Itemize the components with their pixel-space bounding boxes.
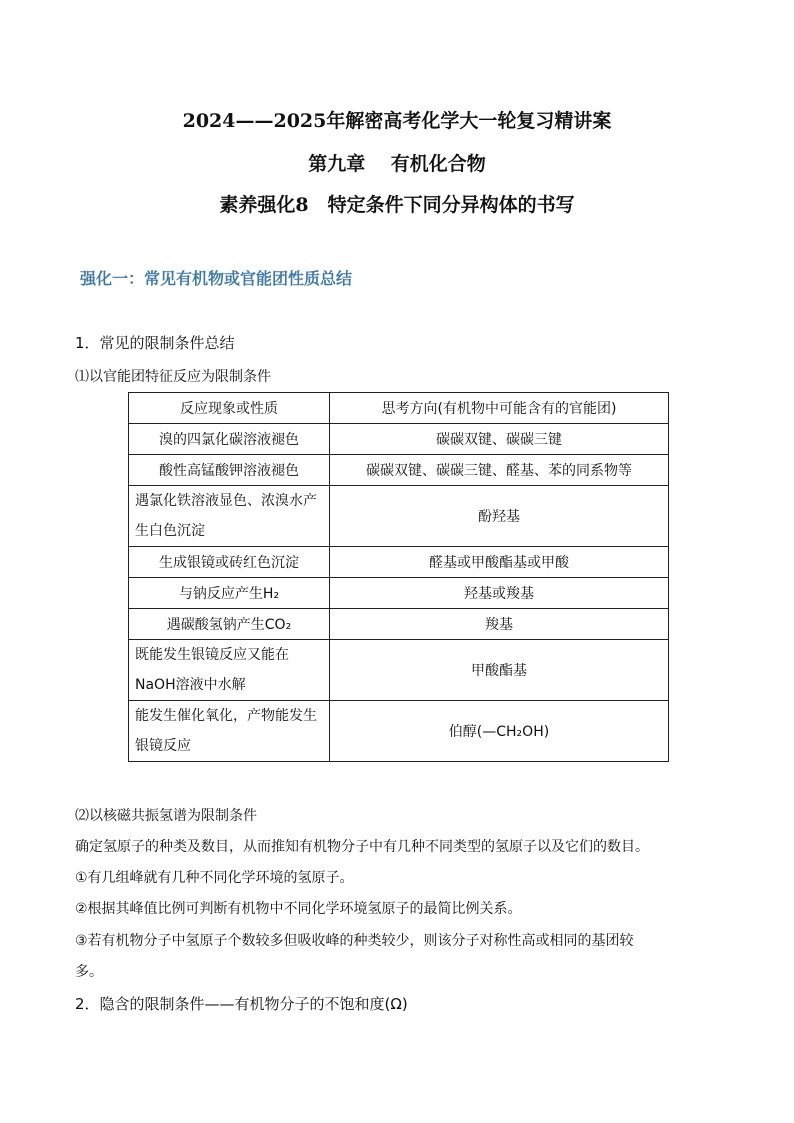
document-title: 2024——2025年解密高考化学大一轮复习精讲案 <box>182 110 612 132</box>
subheading-1: ⑴以官能团特征反应为限制条件 <box>75 369 271 385</box>
table-cell: 与钠反应产生H₂ <box>129 578 330 609</box>
table-row <box>129 640 669 701</box>
subheading-2: ⑵以核磁共振氢谱为限制条件 <box>75 808 257 824</box>
table-header-row <box>129 393 669 424</box>
table-cell: 遇碳酸氢钠产生CO₂ <box>129 609 330 640</box>
table-cell: 伯醇(—CH₂OH) <box>330 701 669 762</box>
table-cell: 溴的四氯化碳溶液褪色 <box>129 424 330 455</box>
table-row <box>129 424 669 455</box>
paragraph: 确定氢原子的种类及数目，从而推知有机物分子中有几种不同类型的氢原子以及它们的数目。 <box>75 839 649 855</box>
table-row <box>129 547 669 578</box>
table-row <box>129 609 669 640</box>
point-2: ②根据其峰值比例可判断有机物中不同化学环境氢原子的最简比例关系。 <box>75 901 522 917</box>
table-cell: 醛基或甲酸酯基或甲酸 <box>330 547 669 578</box>
table-row <box>129 701 669 762</box>
chapter-title: 第九章 有机化合物 <box>308 153 486 175</box>
table-row <box>129 486 669 547</box>
table-cell: 碳碳双键、碳碳三键、醛基、苯的同系物等 <box>330 455 669 486</box>
table-cell: 羟基或羧基 <box>330 578 669 609</box>
point-3-continued: 多。 <box>75 964 103 980</box>
table-cell: 碳碳双键、碳碳三键 <box>330 424 669 455</box>
section-heading: 强化一：常见有机物或官能团性质总结 <box>80 269 353 288</box>
table-cell: 生成银镜或砖红色沉淀 <box>129 547 330 578</box>
table-cell: 酚羟基 <box>330 486 669 547</box>
table-header-cell: 反应现象或性质 <box>129 393 330 424</box>
item-1-heading: 1．常见的限制条件总结 <box>75 334 235 352</box>
point-1: ①有几组峰就有几种不同化学环境的氢原子。 <box>75 870 354 886</box>
item-2-heading: 2．隐含的限制条件——有机物分子的不饱和度(Ω) <box>75 995 408 1013</box>
table-row <box>129 578 669 609</box>
table-cell: 酸性高锰酸钾溶液褪色 <box>129 455 330 486</box>
table-header-cell: 思考方向(有机物中可能含有的官能团) <box>330 393 669 424</box>
table-cell: 能发生催化氧化，产物能发生银镜反应 <box>129 701 330 762</box>
lesson-title: 素养强化8 特定条件下同分异构体的书写 <box>219 194 575 216</box>
point-3: ③若有机物分子中氢原子个数较多但吸收峰的种类较少，则该分子对称性高或相同的基团较 <box>75 933 634 949</box>
table-cell: 羧基 <box>330 609 669 640</box>
conditions-table <box>128 392 669 762</box>
table-cell: 甲酸酯基 <box>330 640 669 701</box>
table-cell: 既能发生银镜反应又能在NaOH溶液中水解 <box>129 640 330 701</box>
table-cell: 遇氯化铁溶液显色、浓溴水产生白色沉淀 <box>129 486 330 547</box>
table-row <box>129 455 669 486</box>
